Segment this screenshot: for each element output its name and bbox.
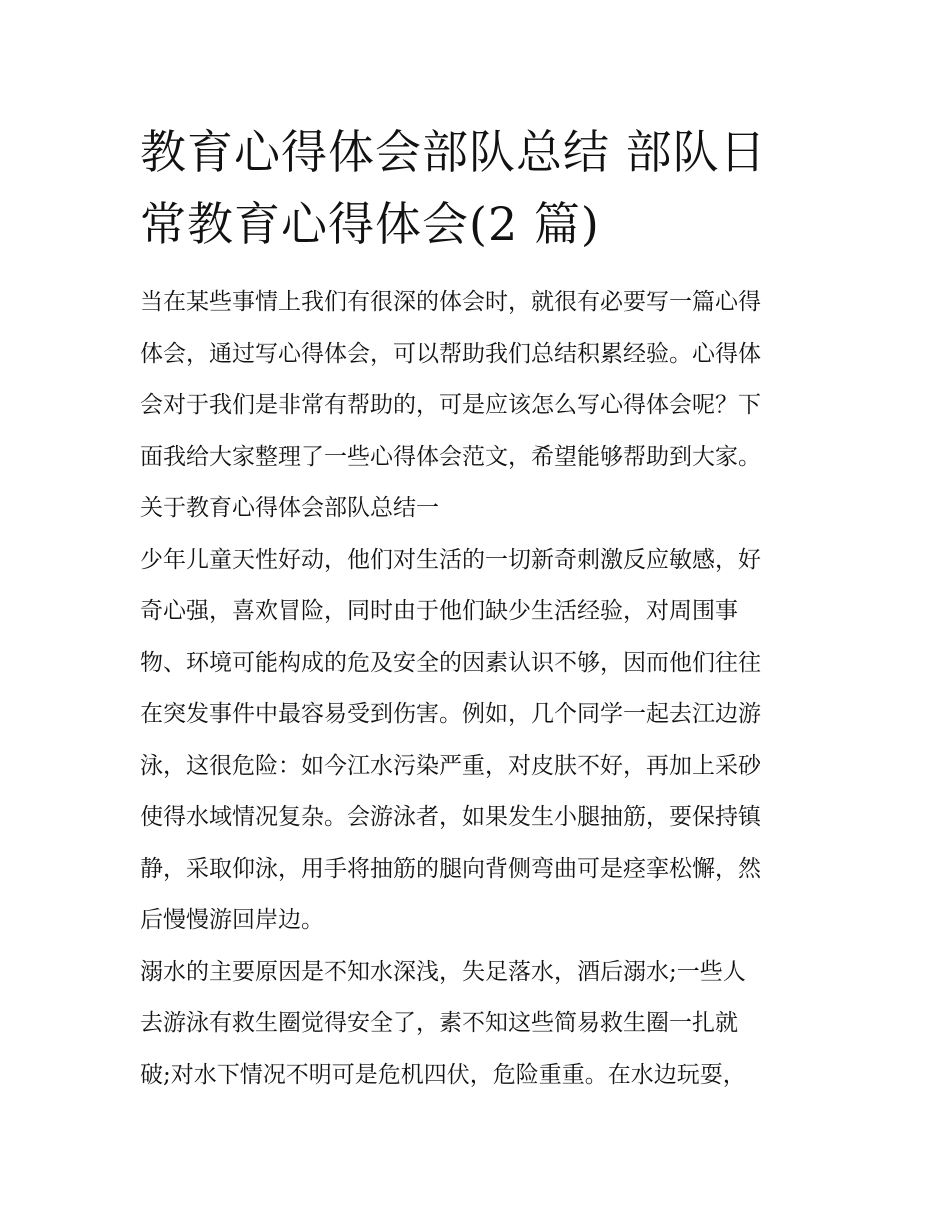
section-heading: 关于教育心得体会部队总结一: [140, 495, 439, 521]
body-line: 溺水的主要原因是不知水深浅，失足落水，酒后溺水;一些人: [140, 958, 746, 985]
body-line: 使得水域情况复杂。会游泳者，如果发生小腿抽筋，要保持镇: [140, 804, 761, 830]
title-line-2: 常教育心得体会(2 篇): [140, 197, 600, 251]
body-line: 泳，这很危险：如今江水污染严重，对皮肤不好，再加上采砂: [140, 752, 761, 779]
body-line: 去游泳有救生圈觉得安全了，素不知这些简易救生圈一扎就: [140, 1010, 738, 1036]
body-line: 在突发事件中最容易受到伤害。例如，几个同学一起去江边游: [140, 701, 761, 727]
body-line: 体会，通过写心得体会，可以帮助我们总结积累经验。心得体: [140, 340, 761, 367]
body-line: 当在某些事情上我们有很深的体会时，就很有必要写一篇心得: [140, 289, 761, 315]
body-line: 物、环境可能构成的危及安全的因素认识不够，因而他们往往: [140, 649, 761, 676]
body-line: 面我给大家整理了一些心得体会范文，希望能够帮助到大家。: [140, 443, 761, 470]
body-line: 会对于我们是非常有帮助的，可是应该怎么写心得体会呢？下: [140, 392, 761, 418]
body-line: 破;对水下情况不明可是危机四伏，危险重重。在水边玩耍，: [140, 1061, 746, 1088]
title-line-1: 教育心得体会部队总结 部队日: [140, 125, 767, 179]
document-body: [140, 277, 820, 1101]
body-line: 后慢慢游回岸边。: [140, 907, 324, 933]
document-title: [140, 116, 820, 260]
body-line: 少年儿童天性好动，他们对生活的一切新奇刺激反应敏感，好: [140, 546, 761, 573]
body-line: 静，采取仰泳，用手将抽筋的腿向背侧弯曲可是痉挛松懈，然: [140, 855, 761, 882]
body-line: 奇心强，喜欢冒险，同时由于他们缺少生活经验，对周围事: [140, 598, 738, 624]
